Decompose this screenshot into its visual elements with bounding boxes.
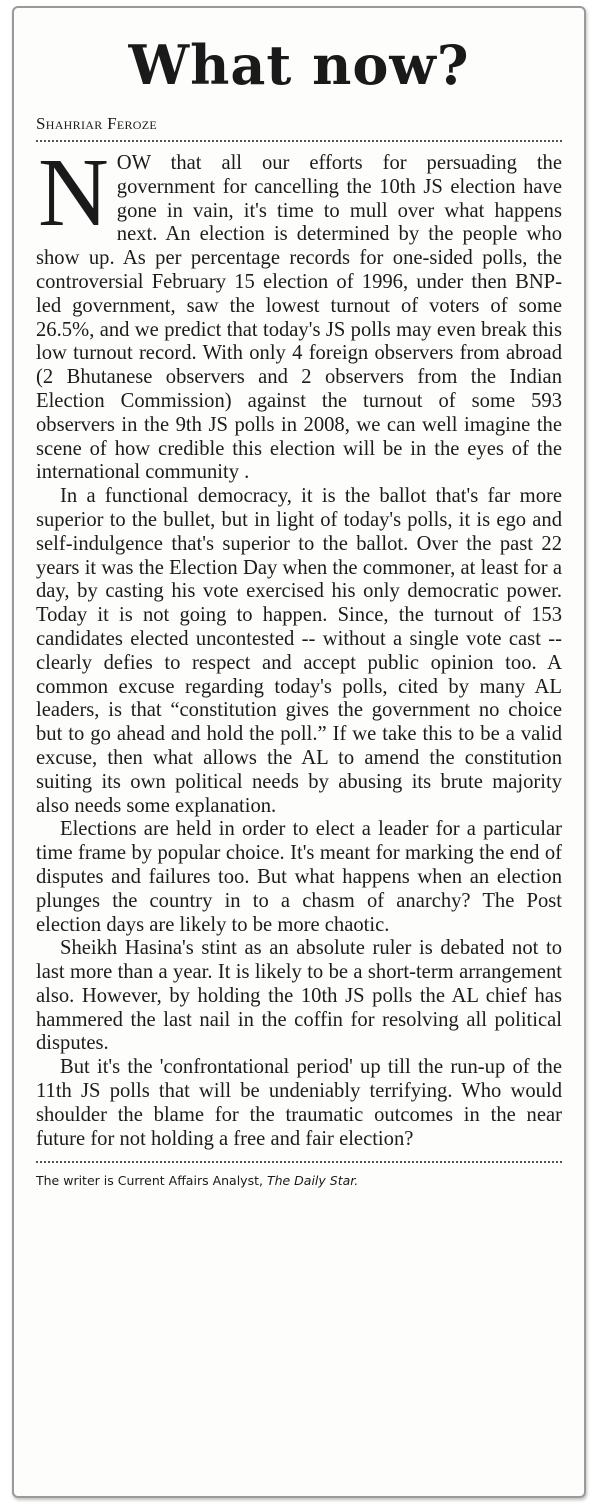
- article-frame: [12, 6, 586, 1498]
- drop-cap: N: [38, 139, 109, 247]
- paragraph-5: But it's the 'confrontational period' up till the run-up of the 11th JS polls that will be undeniably terrifying. Who would shoulder the blame for the traumatic outcomes in the near future for not holding a free and fair election?: [36, 1056, 562, 1150]
- article-content: [36, 8, 562, 1188]
- dotted-divider-top: [36, 140, 562, 142]
- author-byline: Shahriar Feroze: [36, 114, 157, 133]
- writer-credit: [36, 1173, 562, 1188]
- paragraph-1-text: OW that all our efforts for persuading the government for cancelling the 10th JS election have gone in vain, it's time to mull over what happens next. An election is determined by the people who show up. As per percentage records for one-sided polls, the controversial February 15 election of 1996, under then BNP- led government, saw the lowest turnout of voters of some 26.5%, and we predict that today's JS polls may even break this low turnout record. With only 4 foreign observers from abroad (2 Bhutanese observers and 2 observers from the Indian Election Commission) against the turnout of some 593 observers in the 9th JS polls in 2008, we can well imagine the scene of how credible this election will be in the eyes of the international community .: [36, 152, 562, 484]
- paragraph-2: In a functional democracy, it is the ballot that's far more superior to the bullet, but in light of today's polls, it is ego and self-indulgence that's superior to the ballot. Over the past 22 years it was the Election Day when the commoner, at least for a day, by casting his vote exercised his only democratic power. Today it is not going to happen. Since, the turnout of 153 candidates elected uncontested -- without a single vote cast -- clearly defies to respect and accept public opinion too. A common excuse regarding today's polls, cited by many AL leaders, is that “constitution gives the government no choice but to go ahead and hold the poll.” If we take this to be a valid excuse, then what allows the AL to amend the constitution suiting its own political needs by abusing its brute majority also needs some explanation.: [36, 485, 562, 817]
- publication-name: The Daily Star.: [266, 1173, 359, 1189]
- paragraph-3: Elections are held in order to elect a leader for a particular time frame by popular choice. It's meant for marking the end of disputes and failures too. But what happens when an election plunges the country in to a chasm of anarchy? The Post election days are likely to be more chaotic.: [36, 818, 562, 936]
- paragraph-1: [36, 139, 562, 485]
- article-title: What now?: [128, 33, 470, 97]
- dotted-divider-bottom: [36, 1161, 562, 1163]
- article-body: [36, 139, 562, 1151]
- paragraph-4: Sheikh Hasina's stint as an absolute ruler is debated not to last more than a year. It is likely to be a short-term arrangement also. However, by holding the 10th JS polls the AL chief has hammered the last nail in the coffin for resolving all political disputes.: [36, 937, 562, 1055]
- writer-credit-text: The writer is Current Affairs Analyst,: [36, 1173, 267, 1189]
